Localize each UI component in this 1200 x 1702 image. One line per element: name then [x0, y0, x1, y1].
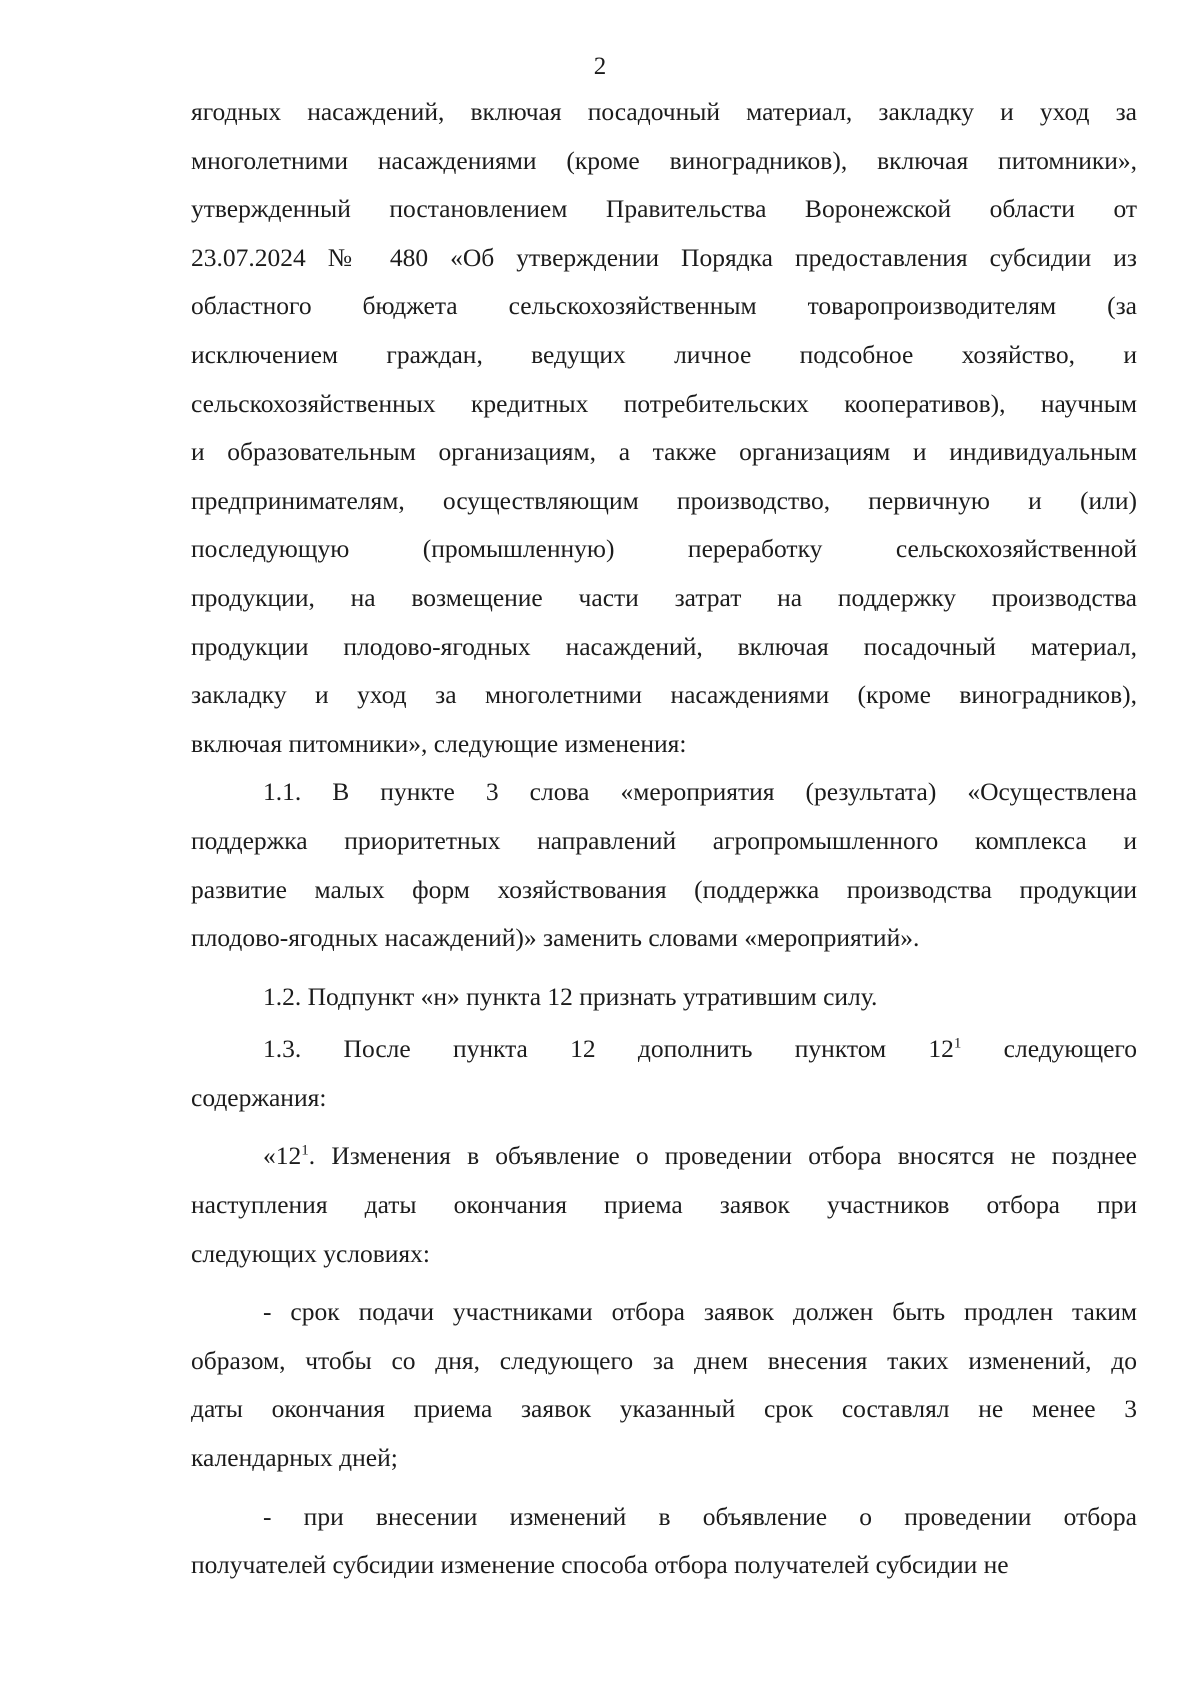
document-body [191, 88, 1137, 1590]
point-12-1-line [191, 1132, 1137, 1181]
footnote-mark: 1 [301, 1142, 309, 1159]
text-line: даты окончания приема заявок указанный срок составлял не менее 3 [191, 1394, 1137, 1424]
text-line: продукции, на возмещение части затрат на поддержку производства [191, 582, 1137, 612]
text-line: предпринимателям, осуществляющим производство, первичную и (или) [191, 485, 1137, 515]
text-line: поддержка приоритетных направлений агропромышленного комплекса и [191, 825, 1137, 855]
point-12-1-text: . Изменения в объявление о проведении отбора вносятся не позднее [308, 1141, 1137, 1171]
footnote-mark: 1 [953, 1035, 962, 1052]
text-line: последующую (промышленную) переработку сельскохозяйственной [191, 534, 1137, 564]
text-line: продукции плодово-ягодных насаждений, включая посадочный материал, [191, 631, 1137, 661]
text-line: получателей субсидии изменение способа отбора получателей субсидии не [191, 1550, 1009, 1580]
text-line: областного бюджета сельскохозяйственным товаропроизводителям (за [191, 291, 1137, 321]
clause-1-3-end: следующего [1003, 1034, 1137, 1064]
text-line: 23.07.2024 № 480 «Об утверждении Порядка предоставления субсидии из [191, 242, 1137, 272]
text-line: ягодных насаждений, включая посадочный материал, закладку и уход за [191, 97, 1137, 126]
condition-1-line: - срок подачи участниками отбора заявок должен быть продлен таким [263, 1297, 1137, 1327]
point-12-1-number: «12 [263, 1141, 302, 1171]
text-line: закладку и уход за многолетними насаждениями (кроме виноградников), [191, 680, 1137, 710]
text-line: и образовательным организациям, а также организациям и индивидуальным [191, 437, 1137, 467]
text-line: исключением граждан, ведущих личное подсобное хозяйство, и [191, 339, 1137, 369]
text-line: многолетними насаждениями (кроме виноградников), включая питомники», [191, 145, 1137, 175]
text-line: наступления даты окончания приема заявок участников отбора при [191, 1190, 1137, 1220]
condition-2-line: - при внесении изменений в объявление о проведении отбора [263, 1501, 1137, 1531]
text-line: плодово-ягодных насаждений)» заменить словами «мероприятий». [191, 923, 920, 953]
clause-1-3-text: 1.3. После пункта 12 дополнить пунктом 12 [263, 1034, 954, 1064]
page-number: 2 [593, 53, 607, 80]
text-line: развитие малых форм хозяйствования (поддержка производства продукции [191, 874, 1137, 904]
text-line: утвержденный постановлением Правительства Воронежской области от [191, 194, 1137, 224]
clause-1-1-line: 1.1. В пункте 3 слова «мероприятия (результата) «Осуществлена [263, 777, 1137, 807]
text-line: следующих условиях: [191, 1238, 431, 1268]
text-line: образом, чтобы со дня, следующего за днем внесения таких изменений, до [191, 1345, 1137, 1375]
text-line: содержания: [191, 1082, 327, 1112]
text-line: включая питомники», следующие изменения: [191, 728, 687, 758]
clause-1-2-line: 1.2. Подпункт «н» пункта 12 признать утратившим силу. [263, 981, 878, 1011]
clause-1-3-line [191, 1025, 1137, 1074]
text-line: сельскохозяйственных кредитных потребительских кооперативов), научным [191, 388, 1137, 418]
text-line: календарных дней; [191, 1443, 398, 1473]
